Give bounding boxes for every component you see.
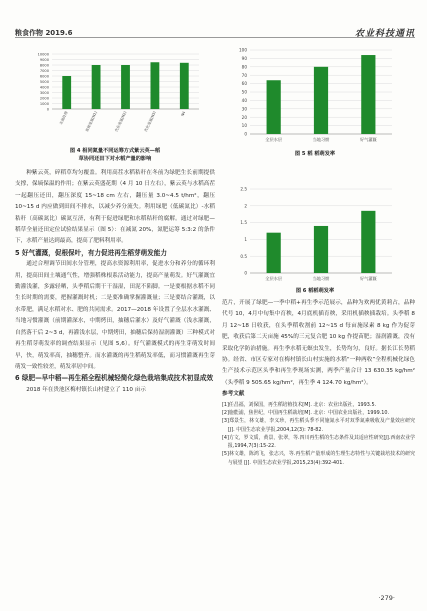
- x-tick-label: 当地习惯: [312, 137, 330, 142]
- x-tick-label: 常规施氮(N1): [85, 110, 99, 133]
- reference-item: [5]林文雄，陈鸿飞，张志兴，等.再生稻产量形成的生理生态特性与关键栽培技术的研究与展望 [J]. 中国生态农业学报,2015,23(4):392-401.: [222, 451, 415, 466]
- left-column: [15, 168, 215, 396]
- paragraph: 2018 年在贵池区梅村镇长山村建立了 110 亩示: [26, 386, 146, 393]
- right-column: [222, 298, 415, 467]
- y-tick-label: 7000: [39, 69, 49, 74]
- figure-5-caption: 图 5 稻 稻萌发率: [294, 151, 336, 157]
- reference-item: [2]施能浦，焦世纪，中国再生稻栽培[M]. 北京：中国农业出版社，1999.10.: [222, 409, 390, 416]
- figure-4-svg: [30, 48, 205, 143]
- y-tick-label: 1: [244, 237, 247, 242]
- y-tick-label: 2000: [39, 96, 49, 101]
- bar: [314, 67, 328, 134]
- section-heading-6: 6 绿肥—早中稻—再生稻全程机械轻简化绿色栽培集成技术初显成效: [15, 374, 214, 383]
- page-number: ·279·: [378, 594, 395, 602]
- reference-item: [1]任昌福，刘保国，再生稻培植技术[M]. 北京：农业出版社，1993.5.: [222, 401, 377, 408]
- x-tick-label: 全层水层: [265, 137, 283, 142]
- y-tick-label: 2: [244, 203, 247, 209]
- bar: [361, 55, 375, 134]
- y-tick-label: 5000: [39, 80, 49, 85]
- journal-issue: 粮食作物 2019.6: [15, 29, 73, 37]
- x-tick-label: 优化施氮(N3): [143, 110, 157, 133]
- y-tick-label: 50: [241, 89, 247, 95]
- references-heading: 参考文献: [222, 391, 245, 398]
- bar: [150, 62, 159, 109]
- y-tick-label: 20: [241, 114, 247, 120]
- bar: [267, 80, 281, 134]
- running-header: [15, 4, 415, 38]
- y-tick-label: 70: [241, 72, 247, 78]
- brand-logo: 农业科技通讯: [354, 29, 415, 39]
- y-tick-label: 1.5: [240, 220, 247, 226]
- x-tick-label: 好气灌溉: [359, 276, 377, 281]
- y-tick-label: 10: [241, 123, 247, 129]
- bar: [62, 76, 71, 109]
- x-tick-label: 当地习惯: [312, 276, 330, 281]
- bar: [92, 65, 101, 109]
- figure-5-chart: [230, 44, 400, 146]
- y-tick-label: 10000: [37, 52, 49, 57]
- y-tick-label: 8000: [39, 63, 49, 68]
- figure-6-chart: [230, 183, 400, 285]
- figure-6-caption: 图 6 稻稻萌发率: [295, 288, 335, 294]
- y-tick-label: 4000: [39, 85, 49, 90]
- paragraph: 种紫云英，碎稻草均匀覆盖。利用高茬水稻秸秆在冬前为绿肥生长前期提供支撑，保墒保温的作用；在紫云英盛花期（4 月 10 日左右），紫云英与水稻高茬一起翻压还田，翻压深度 15~18 cm 左右，翻压量 3.0~4.5 t/hm²，翻压 10~15 d 内应做到田间不排水，以减少养分流失。利用绿肥（低碳氮比）-水稻秸秆（高碳氮比）碳氮互济，有利于促进绿肥和水稻秸秆的腐解。通过对绿肥—稻草全量还田定位试验结果显示（图 5）：在减氮 20%，氮肥运筹 5:3:2 的条件下，水稻产量达到最高，提高了肥料利用率。: [15, 170, 215, 245]
- y-tick-label: 3000: [39, 91, 49, 96]
- section-heading-5: 5 好气灌溉，促根保叶，有力促进再生稻芽萌发能力: [15, 248, 167, 257]
- y-tick-label: 80: [241, 64, 247, 70]
- reference-list: [222, 401, 415, 467]
- bar: [361, 211, 375, 273]
- y-tick-label: 100: [239, 47, 247, 53]
- x-tick-label: 好气灌溉: [359, 137, 377, 142]
- y-tick-label: 1000: [39, 102, 49, 107]
- y-tick-label: 0: [244, 270, 247, 276]
- paragraph: 范片，开展了绿肥—一季中稻+再生季示范展示，品种为欢两优黄莉占，品种代号 10，4月中旬集中育秧，4月底机插育秧，采用机插秧插栽培。头季稻 8 月 12~18 日收获，在头季稻收割前 12~15 d 每亩施尿素 8 kg 作为促芽肥，收获后第二天亩施 45%的三元复合肥 10 kg 作提苗肥；湿润灌溉，没有采取化学防治措施。再生季水稻无螟虫发生，长势均匀，良好。据长江长势稻协。经省、市区专家对在梅村镇长山村实施的水稻“一种两收”全程机械化绿色生产技术示范区头季和再生季现场实测，两季产量合计 13 630.35 kg/hm²（头季稻 9 505.65 kg/hm²，再生季 4 124.70 kg/hm²）。: [222, 300, 415, 386]
- x-tick-label: 全层水层: [265, 276, 283, 281]
- figure-6-svg: [230, 183, 400, 285]
- y-tick-label: 2.5: [240, 186, 247, 192]
- reference-item: [3]郑景生，林文雄，李义珍，再生稻头季不同施氮水平对双季氮素吸收及产量效应研究[J]. 中国生态农业学报,2004,12(3): 78-82.: [222, 418, 415, 433]
- bar: [180, 63, 189, 109]
- y-tick-label: 90: [241, 56, 247, 61]
- figure-5-svg: [230, 44, 400, 146]
- bar: [314, 226, 328, 273]
- y-tick-label: 40: [241, 98, 247, 103]
- y-tick-label: 0.5: [240, 253, 247, 259]
- bar: [267, 233, 281, 273]
- bar: [121, 65, 130, 109]
- x-tick-label: 无氮处理: [58, 110, 69, 126]
- y-tick-label: 9000: [39, 58, 49, 63]
- figure-4-chart: [30, 48, 205, 143]
- x-tick-label: 优化施氮(N2): [114, 110, 128, 133]
- x-tick-label: N4: [180, 110, 187, 117]
- paragraph: 通过合理调节田间水分管理，提高水资源利用率，促进水分和养分的循环利用，提高田间土壤通气性，增强稻株根系活动能力，提高产量萌发。好气灌溉宜勤灌浅灌，多露轻晒，头季稻后期干干湿湿，田泥不陷脚。一是要根据水稻不同生长时期的需要，把握灌溉时机；二是要准确掌握灌溉量；三是要结合灌溉，以水带肥，满足水稻对水、肥的共同需求。2017—2018 年设置了全层水水灌溉、当地习惯灌溉（前期灌深水，中期烤田，抽穗后灌水）及好气灌溉（浅水灌溉，自然落干后 2~3 d，再灌浅水层，中期烤田，抽穗后保持湿润灌溉）三种模式对再生稻芽萌发率的调查结果显示（见图 5,6）。好气灌溉模式的再生芽萌发时间早，快，萌发率高，抽穗整齐。而水灌溉的再生稻萌发率低，而习惯灌溉再生芽萌发一致性较差，萌发率居中间。: [15, 261, 215, 370]
- y-tick-label: 0: [244, 131, 247, 137]
- reference-item: [4]方文，罗文质，黄景，张翠，等.四川再生稻的生态条件及其适应性研究[J].西南农业学报,1994,7(3):15-22.: [222, 434, 415, 450]
- y-tick-label: 60: [241, 81, 247, 87]
- y-tick-label: 6000: [39, 74, 49, 79]
- y-tick-label: 30: [241, 106, 247, 112]
- figure-4-caption: 图 4 相同氮量不同运筹方式紫云英—稻 草协同还田下对水稻产量的影响: [69, 148, 161, 162]
- y-tick-label: 0: [46, 107, 49, 112]
